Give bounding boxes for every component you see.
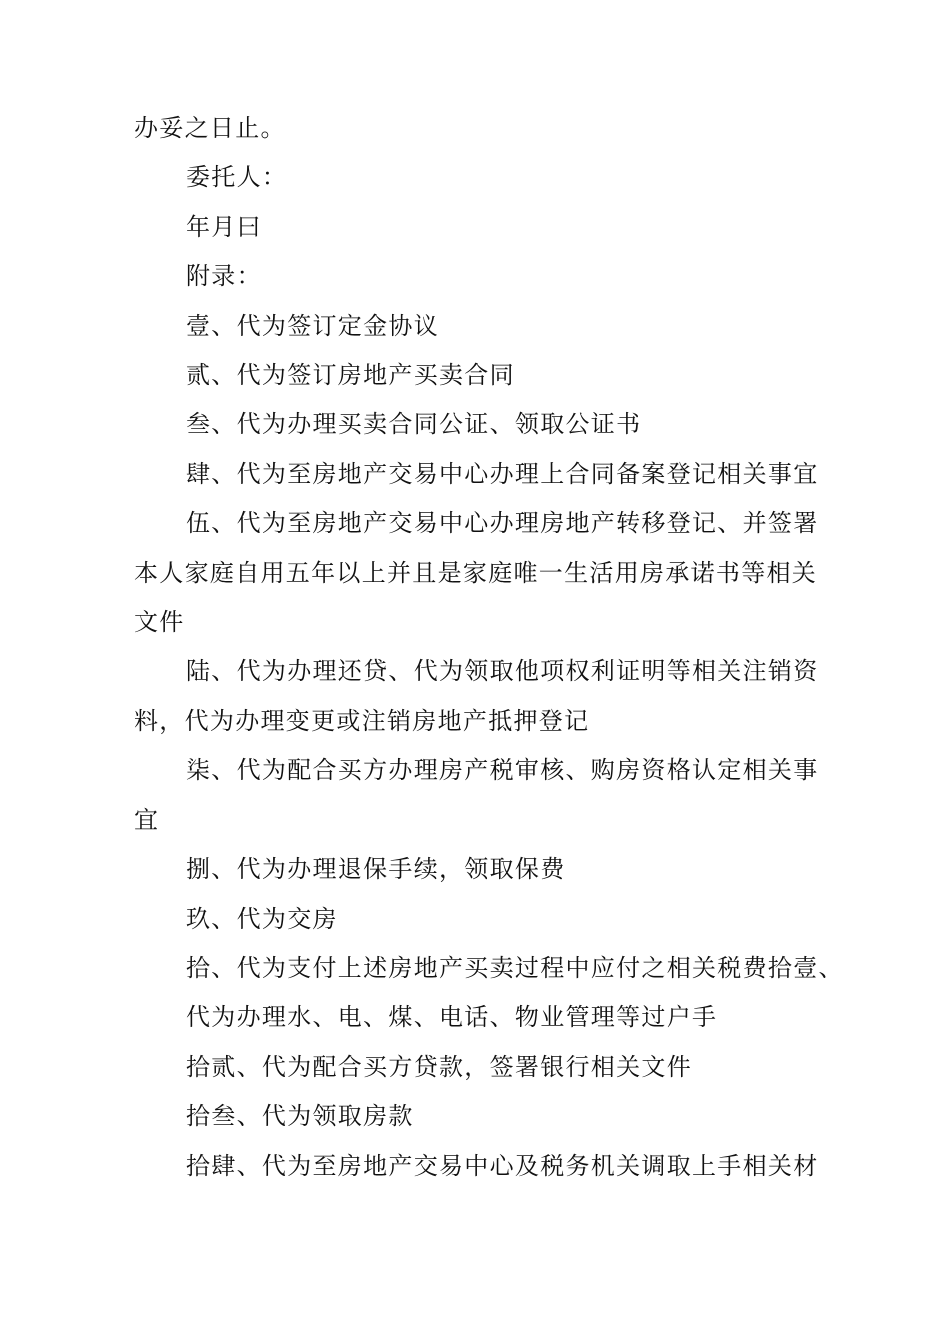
text-line: 年月曰 [186,212,262,241]
text-line: 办妥之日止。 [134,114,286,142]
paragraph-principal [134,153,834,202]
text-line: 代为办理水、电、煤、电话、物业管理等过户手 [186,1003,718,1032]
appendix-item-1 [134,302,834,351]
appendix-item-6 [134,647,834,746]
text-line: 拾叁、代为领取房款 [186,1102,414,1131]
document-body [134,104,844,1191]
text-line: 肆、代为至房地产交易中心办理上合同备案登记相关事宜 [186,459,819,488]
text-line: 贰、代为签订房地产买卖合同 [186,361,515,390]
text-line: 宜 [134,805,160,834]
appendix-item-14 [134,1142,834,1191]
text-line: 陆、代为办理还贷、代为领取他项权利证明等相关注销资 [186,657,819,686]
text-line: 本人家庭自用五年以上并且是家庭唯一生活用房承诺书等相关 [134,558,818,587]
appendix-item-7 [134,746,834,845]
appendix-item-12 [134,1043,834,1092]
paragraph-closing [134,104,834,153]
text-line: 捌、代为办理退保手续，领取保费 [186,855,566,884]
text-line: 料，代为办理变更或注销房地产抵押登记 [134,706,590,735]
appendix-item-9 [134,895,834,944]
text-line: 伍、代为至房地产交易中心办理房地产转移登记、并签署 [186,509,819,538]
text-line: 附录： [186,262,262,291]
paragraph-date [134,203,834,252]
appendix-item-13 [134,1092,834,1141]
appendix-item-5 [134,499,834,647]
text-line: 壹、代为签订定金协议 [186,311,439,340]
appendix-item-4 [134,450,834,499]
text-line: 拾、代为支付上述房地产买卖过程中应付之相关税费拾壹、 [186,953,844,982]
text-line: 拾肆、代为至房地产交易中心及税务机关调取上手相关材 [186,1151,819,1180]
appendix-item-11 [134,993,834,1042]
appendix-item-3 [134,400,834,449]
text-line: 叁、代为办理买卖合同公证、领取公证书 [186,410,642,439]
text-line: 委托人： [186,163,288,192]
text-line: 文件 [134,608,185,637]
appendix-item-2 [134,351,834,400]
paragraph-appendix-heading [134,252,834,301]
text-line: 柒、代为配合买方办理房产税审核、购房资格认定相关事 [186,756,819,785]
text-line: 拾贰、代为配合买方贷款，签署银行相关文件 [186,1052,692,1081]
appendix-item-10 [134,944,844,993]
appendix-item-8 [134,845,834,894]
text-line: 玖、代为交房 [186,904,338,933]
